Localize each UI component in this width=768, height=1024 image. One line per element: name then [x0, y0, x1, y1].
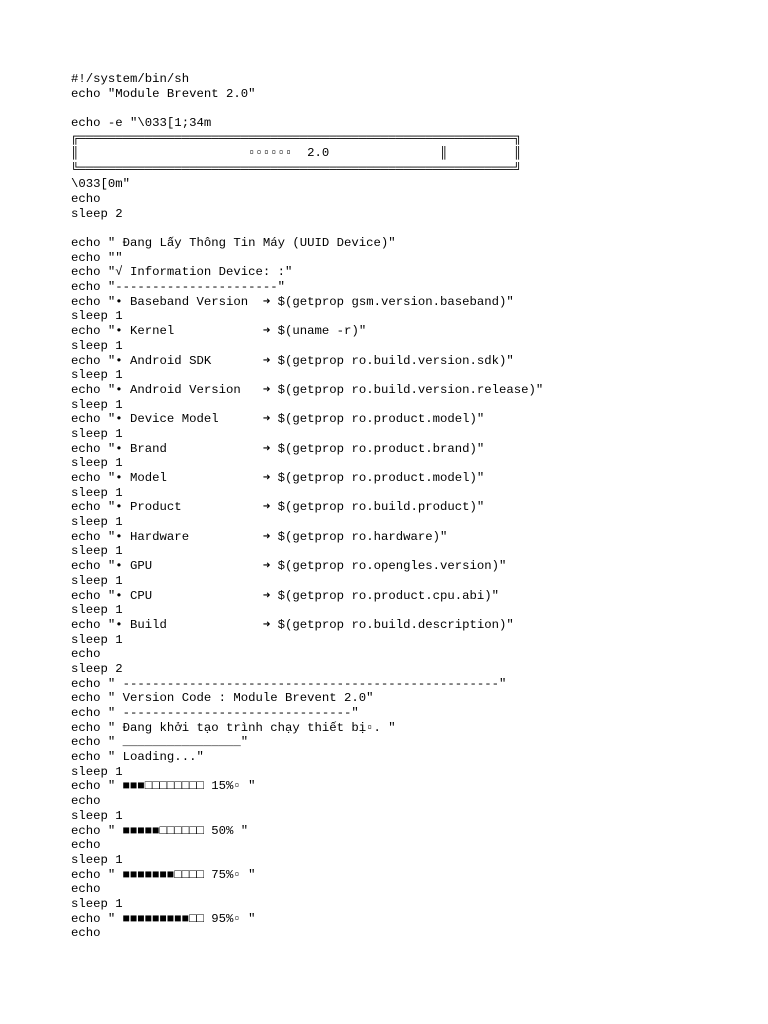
script-line: echo " Loading..."	[71, 750, 204, 765]
script-line: sleep 2	[71, 206, 123, 221]
script-line: sleep 1	[71, 544, 123, 559]
script-line: echo	[71, 838, 101, 853]
script-line: echo -e "\033[1;34m	[71, 116, 212, 131]
script-line: echo "----------------------"	[71, 280, 286, 295]
script-line: sleep 1	[71, 603, 123, 618]
script-line: echo "• Brand ➜ $(getprop ro.product.brand)"	[71, 441, 485, 456]
script-line: echo	[71, 794, 101, 809]
shell-script-listing	[71, 72, 751, 941]
script-line: echo "• Product ➜ $(getprop ro.build.product)"	[71, 500, 485, 515]
script-line: echo "• Hardware ➜ $(getprop ro.hardware)"	[71, 529, 448, 544]
script-line: echo ""	[71, 250, 123, 265]
script-line: sleep 1	[71, 808, 123, 823]
script-line: echo " Version Code : Module Brevent 2.0"	[71, 691, 374, 706]
script-line	[71, 101, 751, 116]
script-line: sleep 1	[71, 338, 123, 353]
script-line: echo " Đang Lấy Thông Tin Máy (UUID Device)"	[71, 236, 396, 250]
script-line: sleep 1	[71, 632, 123, 647]
script-line: sleep 1	[71, 456, 123, 471]
script-line: echo " ■■■□□□□□□□□ 15%▫ "	[71, 779, 256, 794]
script-line: sleep 1	[71, 573, 123, 588]
script-line: echo " ________________"	[71, 735, 249, 750]
script-line: echo	[71, 926, 101, 941]
script-line: echo "• Kernel ➜ $(uname -r)"	[71, 324, 367, 339]
script-line: echo "• Build ➜ $(getprop ro.build.description)"	[71, 617, 514, 632]
script-line: sleep 1	[71, 309, 123, 324]
script-line: echo "• Baseband Version ➜ $(getprop gsm.version.baseband)"	[71, 294, 514, 309]
script-line: echo " Đang khởi tạo trình chạy thiết bị▫. "	[71, 720, 396, 735]
script-line: echo "• CPU ➜ $(getprop ro.product.cpu.abi)"	[71, 588, 500, 603]
script-line: echo "• Model ➜ $(getprop ro.product.model)"	[71, 471, 485, 485]
script-line: echo " ■■■■■□□□□□□ 50% "	[71, 823, 249, 838]
script-line: echo "• Device Model ➜ $(getprop ro.product.model)"	[71, 412, 485, 427]
script-line: echo "• GPU ➜ $(getprop ro.opengles.version)"	[71, 559, 507, 574]
script-line: #!/system/bin/sh	[71, 72, 190, 86]
script-line	[71, 221, 751, 236]
script-line: sleep 1	[71, 368, 123, 383]
script-line: sleep 1	[71, 852, 123, 867]
script-line: \033[0m"	[71, 177, 131, 192]
script-line: sleep 1	[71, 426, 123, 441]
script-line: echo " -------------------------------"	[71, 706, 359, 720]
script-line: echo " ---------------------------------------------------"	[71, 676, 507, 691]
script-line: ╚═══════════════════════════════════════════════════════════╝	[71, 161, 522, 176]
script-line: echo "• Android SDK ➜ $(getprop ro.build.version.sdk)"	[71, 353, 514, 368]
script-line: echo	[71, 647, 101, 662]
script-line: sleep 2	[71, 661, 123, 676]
script-line: ╔═══════════════════════════════════════════════════════════╗	[71, 130, 522, 145]
script-line: echo " ■■■■■■■□□□□ 75%▫ "	[71, 867, 256, 882]
script-line: echo	[71, 191, 101, 206]
script-line: echo "√ Information Device: :"	[71, 265, 293, 280]
script-line: echo	[71, 882, 101, 897]
script-line: echo "Module Brevent 2.0"	[71, 86, 256, 101]
script-line: sleep 1	[71, 397, 123, 412]
script-line: ║ ▫▫▫▫▫▫ 2.0 ║ ║	[71, 146, 522, 161]
script-line: sleep 1	[71, 515, 123, 530]
script-line: echo " ■■■■■■■■■□□ 95%▫ "	[71, 911, 256, 926]
script-line: echo "• Android Version ➜ $(getprop ro.build.version.release)"	[71, 382, 544, 397]
script-line: sleep 1	[71, 896, 123, 911]
script-line: sleep 1	[71, 764, 123, 779]
script-line: sleep 1	[71, 485, 123, 500]
